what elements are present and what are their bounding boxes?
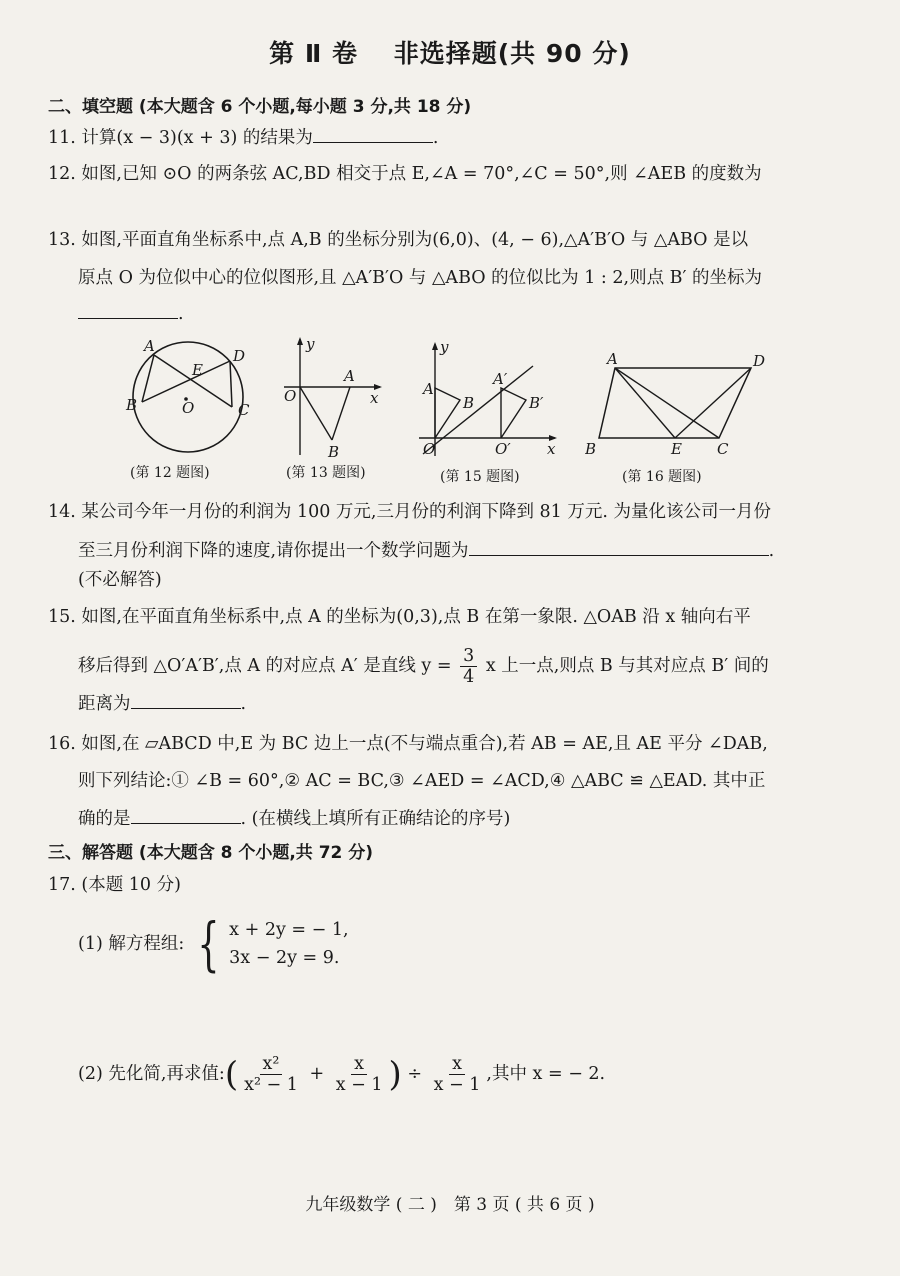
svg-text:E: E: [192, 361, 203, 379]
svg-text:O: O: [284, 387, 297, 405]
svg-text:B: B: [328, 443, 340, 460]
svg-text:A: A: [144, 337, 155, 355]
question-17-part2: (2) 先化简,再求值:( $\frac{\text{x²}}{\text{x² − 1}}$ + $\frac{x}{x - 1}$ ) ÷ $\frac{x}{x - 1}$ ,其中 x = − 2.: [78, 1054, 606, 1095]
question-15-line1: 15. 如图,在平面直角坐标系中,点 A 的坐标为(0,3),点 B 在第一象限. △OAB 沿 x 轴向右平: [48, 607, 751, 627]
question-14-line1: 14. 某公司今年一月份的利润为 100 万元,三月份的利润下降到 81 万元. 为量化该公司一月份: [48, 502, 772, 522]
svg-text:O: O: [182, 399, 195, 417]
question-12: 12. 如图,已知 ⊙O 的两条弦 AC,BD 相交于点 E,∠A = 70°,∠C = 50°,则 ∠AEB 的度数为: [48, 164, 762, 184]
question-16-line2: 则下列结论:① ∠B = 60°,② AC = BC,③ ∠AED = ∠ACD,④ △ABC ≌ △EAD. 其中正: [78, 771, 766, 791]
svg-text:B: B: [585, 440, 597, 458]
figure-15: [415, 338, 565, 463]
question-17-part1: (1) 解方程组: { x + 2y = − 1, 3x − 2y = 9.: [78, 910, 349, 978]
svg-text:D: D: [753, 352, 766, 370]
fraction-three-quarters: $\frac{3}{4}$: [460, 646, 477, 687]
caption-figure-12: (第 12 题图): [130, 465, 210, 481]
svg-text:B: B: [126, 396, 138, 414]
equation-2: 3x − 2y = 9.: [229, 948, 340, 968]
section-solutions: 三、解答题 (本大题含 8 个小题,共 72 分): [48, 843, 374, 863]
svg-text:E: E: [671, 440, 682, 458]
svg-text:A′: A′: [493, 370, 508, 388]
system-brace: {: [197, 910, 220, 978]
question-11: 11. 计算(x − 3)(x + 3) 的结果为 .: [48, 124, 438, 150]
caption-figure-13: (第 13 题图): [286, 465, 366, 481]
question-14-line3: (不必解答): [78, 570, 162, 590]
svg-text:x: x: [370, 389, 379, 407]
svg-text:O′: O′: [495, 440, 511, 458]
figure-12: [120, 335, 260, 460]
question-15-line3: 距离为 .: [78, 690, 246, 716]
svg-text:y: y: [306, 335, 315, 353]
question-17: 17. (本题 10 分): [48, 875, 181, 895]
svg-text:A: A: [344, 367, 355, 385]
page-title: 第 Ⅱ 卷 非选择题(共 90 分): [269, 39, 631, 68]
svg-text:B′: B′: [529, 394, 544, 412]
section-fill-in: 二、填空题 (本大题含 6 个小题,每小题 3 分,共 18 分): [48, 97, 472, 117]
question-16-line3: 确的是 . (在横线上填所有正确结论的序号): [78, 805, 510, 831]
svg-text:A: A: [607, 350, 618, 368]
figure-16: [585, 350, 775, 462]
svg-text:B: B: [463, 394, 475, 412]
caption-figure-15: (第 15 题图): [440, 469, 520, 485]
question-13-answer: .: [78, 300, 184, 326]
svg-text:y: y: [440, 338, 449, 356]
equation-1: x + 2y = − 1,: [229, 920, 349, 940]
svg-text:C: C: [717, 440, 729, 458]
page-footer: 九年级数学 ( 二 ) 第 3 页 ( 共 6 页 ): [305, 1195, 595, 1215]
question-16-line1: 16. 如图,在 ▱ABCD 中,E 为 BC 边上一点(不与端点重合),若 AB = AE,且 AE 平分 ∠DAB,: [48, 734, 768, 754]
question-13-line1: 13. 如图,平面直角坐标系中,点 A,B 的坐标分别为(6,0)、(4, − 6),△A′B′O 与 △ABO 是以: [48, 230, 749, 250]
caption-figure-16: (第 16 题图): [622, 469, 702, 485]
svg-text:A: A: [423, 380, 434, 398]
svg-text:x: x: [547, 440, 556, 458]
svg-text:O: O: [423, 440, 436, 458]
figure-13: [280, 335, 390, 460]
question-13-line2: 原点 O 为位似中心的位似图形,且 △A′B′O 与 △ABO 的位似比为 1 : 2,则点 B′ 的坐标为: [78, 268, 763, 288]
svg-text:D: D: [233, 347, 246, 365]
question-15-line2: 移后得到 △O′A′B′,点 A 的对应点 A′ 是直线 y = $\frac{3}{4}$ x 上一点,则点 B 与其对应点 B′ 间的: [78, 646, 769, 687]
svg-text:C: C: [238, 401, 250, 419]
question-14-line2: 至三月份利润下降的速度,请你提出一个数学问题为 .: [78, 537, 774, 563]
